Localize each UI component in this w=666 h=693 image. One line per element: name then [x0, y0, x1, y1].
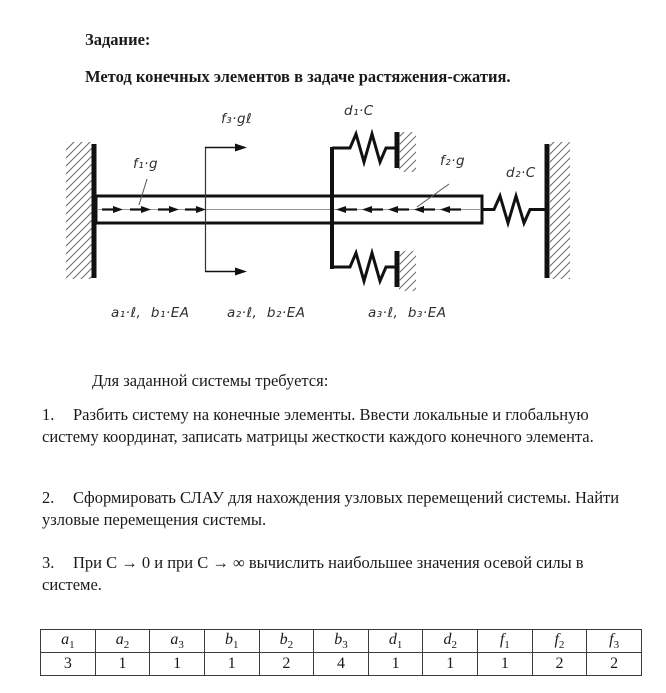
param-header: $b_2$ — [259, 630, 314, 653]
page-title: Задание: — [85, 30, 151, 49]
load-label-f2: f₂·g — [440, 153, 466, 169]
param-value: 1 — [368, 653, 423, 676]
table-value-row — [41, 653, 642, 676]
param-header: $b_3$ — [314, 630, 369, 653]
param-header: $d_1$ — [368, 630, 423, 653]
spring-d2 — [482, 196, 545, 223]
param-value: 1 — [204, 653, 259, 676]
force-label-f3: f₃·gℓ — [221, 111, 253, 127]
segment3-label: a₃·ℓ, b₃·EA — [368, 305, 447, 321]
task-number: 3. — [42, 553, 55, 572]
param-value: 1 — [95, 653, 150, 676]
param-value: 2 — [532, 653, 587, 676]
param-value: 2 — [587, 653, 642, 676]
task-item-3 — [42, 552, 636, 596]
page-subtitle: Метод конечных элементов в задаче растяжения-сжатия. — [85, 67, 511, 86]
task-item-2 — [42, 487, 636, 531]
task-number: 2. — [42, 488, 55, 507]
spring-d1-top — [332, 132, 416, 172]
param-header: $a_3$ — [150, 630, 205, 653]
parameters-table — [40, 629, 642, 676]
spring-label-d1: d₁·C — [344, 103, 374, 119]
param-value: 3 — [41, 653, 96, 676]
load-label-f1: f₁·g — [133, 156, 159, 172]
leader-lines — [139, 179, 449, 207]
table-header-row — [41, 630, 642, 653]
intro-text: Для заданной системы требуется: — [92, 371, 329, 390]
segment2-label: a₂·ℓ, b₂·EA — [227, 305, 306, 321]
spring-d1-bottom — [332, 251, 416, 291]
param-header: $d_2$ — [423, 630, 478, 653]
param-header: $a_2$ — [95, 630, 150, 653]
task-text: При С → 0 и при С → ∞ вычислить наибольшее значения осевой силы в системе. — [42, 553, 584, 594]
param-header: $f_1$ — [478, 630, 533, 653]
param-header: $b_1$ — [204, 630, 259, 653]
left-wall — [66, 142, 94, 279]
task-text: Разбить систему на конечные элементы. Ввести локальные и глобальную систему координат, записать матрицы жесткости каждого конечного элемента. — [42, 405, 594, 446]
param-value: 2 — [259, 653, 314, 676]
spring-label-d2: d₂·C — [506, 165, 536, 181]
right-wall — [547, 142, 570, 279]
task-number: 1. — [42, 405, 55, 424]
param-value: 4 — [314, 653, 369, 676]
task-item-1 — [42, 404, 636, 448]
task-text: Сформировать СЛАУ для нахождения узловых перемещений системы. Найти узловые перемещения системы. — [42, 488, 620, 529]
param-value: 1 — [478, 653, 533, 676]
param-header: $f_3$ — [587, 630, 642, 653]
param-value: 1 — [150, 653, 205, 676]
distributed-load-f2-arrows — [336, 206, 461, 213]
param-value: 1 — [423, 653, 478, 676]
param-header: $a_1$ — [41, 630, 96, 653]
param-header: $f_2$ — [532, 630, 587, 653]
segment1-label: a₁·ℓ, b₁·EA — [111, 305, 190, 321]
